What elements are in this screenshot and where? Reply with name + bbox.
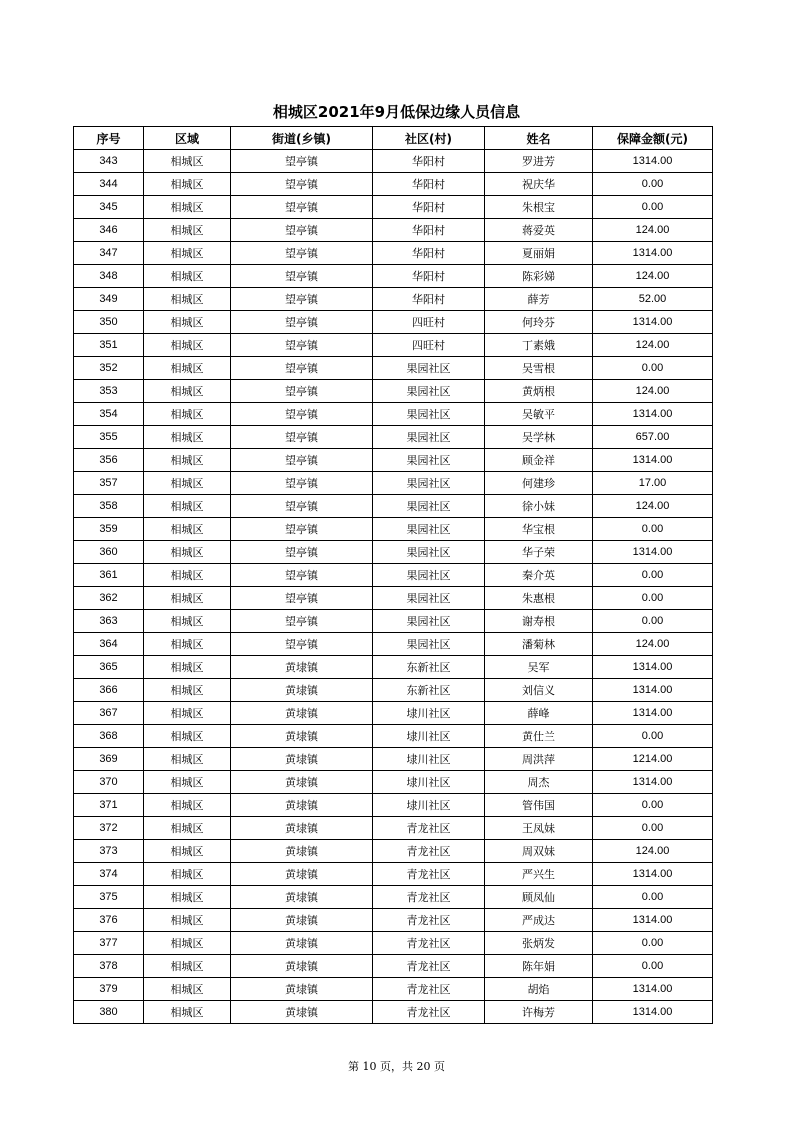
community-cell: 果园社区 (373, 587, 485, 610)
table-row (74, 449, 713, 472)
seq-cell: 359 (74, 518, 144, 541)
table-row (74, 265, 713, 288)
district-cell: 相城区 (144, 656, 231, 679)
street-cell: 望亭镇 (231, 426, 373, 449)
seq-cell: 365 (74, 656, 144, 679)
community-cell: 青龙社区 (373, 863, 485, 886)
table-row (74, 610, 713, 633)
street-cell: 黄埭镇 (231, 656, 373, 679)
street-cell: 望亭镇 (231, 633, 373, 656)
street-cell: 黄埭镇 (231, 702, 373, 725)
street-cell: 望亭镇 (231, 334, 373, 357)
seq-cell: 366 (74, 679, 144, 702)
district-cell: 相城区 (144, 426, 231, 449)
street-cell: 望亭镇 (231, 587, 373, 610)
table-row (74, 932, 713, 955)
name-cell: 周杰 (485, 771, 593, 794)
street-cell: 望亭镇 (231, 173, 373, 196)
seq-cell: 370 (74, 771, 144, 794)
community-cell: 华阳村 (373, 219, 485, 242)
name-cell: 王凤妹 (485, 817, 593, 840)
seq-cell: 364 (74, 633, 144, 656)
community-cell: 青龙社区 (373, 886, 485, 909)
table-row (74, 978, 713, 1001)
seq-cell: 375 (74, 886, 144, 909)
street-cell: 黄埭镇 (231, 840, 373, 863)
name-cell: 蒋爱英 (485, 219, 593, 242)
community-cell: 东新社区 (373, 656, 485, 679)
table-row (74, 840, 713, 863)
table-row (74, 288, 713, 311)
community-cell: 埭川社区 (373, 748, 485, 771)
community-cell: 果园社区 (373, 380, 485, 403)
column-header-name: 姓名 (485, 127, 593, 150)
seq-cell: 355 (74, 426, 144, 449)
seq-cell: 344 (74, 173, 144, 196)
community-cell: 华阳村 (373, 242, 485, 265)
table-row (74, 426, 713, 449)
district-cell: 相城区 (144, 610, 231, 633)
street-cell: 黄埭镇 (231, 725, 373, 748)
table-row (74, 242, 713, 265)
name-cell: 朱根宝 (485, 196, 593, 219)
table-row (74, 679, 713, 702)
seq-cell: 353 (74, 380, 144, 403)
district-cell: 相城区 (144, 771, 231, 794)
amount-cell: 1314.00 (593, 1001, 713, 1024)
table-row (74, 863, 713, 886)
community-cell: 果园社区 (373, 472, 485, 495)
name-cell: 秦介英 (485, 564, 593, 587)
table-row (74, 587, 713, 610)
street-cell: 望亭镇 (231, 311, 373, 334)
data-table (73, 126, 713, 1024)
street-cell: 望亭镇 (231, 242, 373, 265)
street-cell: 望亭镇 (231, 288, 373, 311)
name-cell: 华子荣 (485, 541, 593, 564)
community-cell: 青龙社区 (373, 1001, 485, 1024)
district-cell: 相城区 (144, 357, 231, 380)
district-cell: 相城区 (144, 840, 231, 863)
community-cell: 果园社区 (373, 564, 485, 587)
street-cell: 黄埭镇 (231, 794, 373, 817)
amount-cell: 52.00 (593, 288, 713, 311)
amount-cell: 124.00 (593, 265, 713, 288)
amount-cell: 124.00 (593, 840, 713, 863)
name-cell: 夏丽娟 (485, 242, 593, 265)
community-cell: 果园社区 (373, 357, 485, 380)
seq-cell: 350 (74, 311, 144, 334)
district-cell: 相城区 (144, 403, 231, 426)
seq-cell: 372 (74, 817, 144, 840)
name-cell: 薛峰 (485, 702, 593, 725)
amount-cell: 124.00 (593, 334, 713, 357)
table-row (74, 725, 713, 748)
district-cell: 相城区 (144, 587, 231, 610)
community-cell: 果园社区 (373, 633, 485, 656)
district-cell: 相城区 (144, 633, 231, 656)
seq-cell: 362 (74, 587, 144, 610)
street-cell: 望亭镇 (231, 380, 373, 403)
name-cell: 黄炳根 (485, 380, 593, 403)
seq-cell: 377 (74, 932, 144, 955)
community-cell: 埭川社区 (373, 771, 485, 794)
street-cell: 望亭镇 (231, 449, 373, 472)
name-cell: 吴敏平 (485, 403, 593, 426)
district-cell: 相城区 (144, 219, 231, 242)
seq-cell: 347 (74, 242, 144, 265)
district-cell: 相城区 (144, 150, 231, 173)
table-row (74, 403, 713, 426)
community-cell: 青龙社区 (373, 817, 485, 840)
name-cell: 严兴生 (485, 863, 593, 886)
district-cell: 相城区 (144, 863, 231, 886)
page-footer: 第 10 页，共 20 页 (348, 1060, 445, 1073)
community-cell: 埭川社区 (373, 794, 485, 817)
name-cell: 顾金祥 (485, 449, 593, 472)
name-cell: 胡焰 (485, 978, 593, 1001)
district-cell: 相城区 (144, 334, 231, 357)
seq-cell: 357 (74, 472, 144, 495)
seq-cell: 363 (74, 610, 144, 633)
table-header-row (74, 127, 713, 150)
district-cell: 相城区 (144, 311, 231, 334)
table-row (74, 564, 713, 587)
name-cell: 刘信义 (485, 679, 593, 702)
name-cell: 吴雪根 (485, 357, 593, 380)
community-cell: 华阳村 (373, 196, 485, 219)
amount-cell: 1314.00 (593, 679, 713, 702)
amount-cell: 1314.00 (593, 978, 713, 1001)
table-row (74, 656, 713, 679)
amount-cell: 1314.00 (593, 863, 713, 886)
seq-cell: 380 (74, 1001, 144, 1024)
community-cell: 果园社区 (373, 403, 485, 426)
amount-cell: 124.00 (593, 495, 713, 518)
name-cell: 陈年娟 (485, 955, 593, 978)
amount-cell: 0.00 (593, 587, 713, 610)
street-cell: 黄埭镇 (231, 932, 373, 955)
seq-cell: 358 (74, 495, 144, 518)
name-cell: 丁素娥 (485, 334, 593, 357)
name-cell: 谢寿根 (485, 610, 593, 633)
street-cell: 黄埭镇 (231, 909, 373, 932)
amount-cell: 0.00 (593, 564, 713, 587)
district-cell: 相城区 (144, 265, 231, 288)
table-row (74, 196, 713, 219)
amount-cell: 1314.00 (593, 403, 713, 426)
table-row (74, 495, 713, 518)
community-cell: 果园社区 (373, 518, 485, 541)
table-row (74, 633, 713, 656)
community-cell: 青龙社区 (373, 932, 485, 955)
table-row (74, 794, 713, 817)
amount-cell: 0.00 (593, 610, 713, 633)
amount-cell: 0.00 (593, 518, 713, 541)
amount-cell: 1314.00 (593, 541, 713, 564)
community-cell: 果园社区 (373, 426, 485, 449)
page-title: 相城区2021年9月低保边缘人员信息 (272, 103, 521, 121)
name-cell: 陈彩娣 (485, 265, 593, 288)
amount-cell: 1314.00 (593, 242, 713, 265)
street-cell: 望亭镇 (231, 472, 373, 495)
table-row (74, 771, 713, 794)
street-cell: 黄埭镇 (231, 863, 373, 886)
street-cell: 望亭镇 (231, 610, 373, 633)
amount-cell: 1214.00 (593, 748, 713, 771)
amount-cell: 1314.00 (593, 311, 713, 334)
district-cell: 相城区 (144, 1001, 231, 1024)
seq-cell: 351 (74, 334, 144, 357)
name-cell: 朱惠根 (485, 587, 593, 610)
table-row (74, 380, 713, 403)
community-cell: 华阳村 (373, 265, 485, 288)
seq-cell: 371 (74, 794, 144, 817)
district-cell: 相城区 (144, 518, 231, 541)
seq-cell: 367 (74, 702, 144, 725)
name-cell: 罗进芳 (485, 150, 593, 173)
amount-cell: 1314.00 (593, 449, 713, 472)
table-row (74, 219, 713, 242)
seq-cell: 356 (74, 449, 144, 472)
seq-cell: 343 (74, 150, 144, 173)
name-cell: 何建珍 (485, 472, 593, 495)
street-cell: 望亭镇 (231, 357, 373, 380)
name-cell: 潘菊林 (485, 633, 593, 656)
district-cell: 相城区 (144, 564, 231, 587)
amount-cell: 1314.00 (593, 656, 713, 679)
street-cell: 黄埭镇 (231, 817, 373, 840)
amount-cell: 17.00 (593, 472, 713, 495)
street-cell: 黄埭镇 (231, 886, 373, 909)
table-body (74, 150, 713, 1024)
seq-cell: 361 (74, 564, 144, 587)
district-cell: 相城区 (144, 725, 231, 748)
column-header-district: 区域 (144, 127, 231, 150)
table-row (74, 1001, 713, 1024)
district-cell: 相城区 (144, 173, 231, 196)
community-cell: 华阳村 (373, 173, 485, 196)
amount-cell: 0.00 (593, 794, 713, 817)
name-cell: 薛芳 (485, 288, 593, 311)
community-cell: 果园社区 (373, 495, 485, 518)
table-row (74, 541, 713, 564)
street-cell: 望亭镇 (231, 518, 373, 541)
community-cell: 果园社区 (373, 610, 485, 633)
district-cell: 相城区 (144, 472, 231, 495)
name-cell: 徐小妹 (485, 495, 593, 518)
district-cell: 相城区 (144, 242, 231, 265)
street-cell: 望亭镇 (231, 564, 373, 587)
seq-cell: 376 (74, 909, 144, 932)
district-cell: 相城区 (144, 909, 231, 932)
district-cell: 相城区 (144, 794, 231, 817)
name-cell: 何玲芬 (485, 311, 593, 334)
seq-cell: 368 (74, 725, 144, 748)
name-cell: 祝庆华 (485, 173, 593, 196)
community-cell: 埭川社区 (373, 702, 485, 725)
table-row (74, 817, 713, 840)
street-cell: 望亭镇 (231, 219, 373, 242)
community-cell: 四旺村 (373, 334, 485, 357)
amount-cell: 124.00 (593, 633, 713, 656)
amount-cell: 657.00 (593, 426, 713, 449)
column-header-community: 社区(村) (373, 127, 485, 150)
district-cell: 相城区 (144, 288, 231, 311)
table-row (74, 334, 713, 357)
amount-cell: 1314.00 (593, 702, 713, 725)
seq-cell: 360 (74, 541, 144, 564)
seq-cell: 345 (74, 196, 144, 219)
column-header-seq: 序号 (74, 127, 144, 150)
table-row (74, 518, 713, 541)
name-cell: 吴军 (485, 656, 593, 679)
seq-cell: 369 (74, 748, 144, 771)
street-cell: 黄埭镇 (231, 1001, 373, 1024)
amount-cell: 0.00 (593, 932, 713, 955)
street-cell: 望亭镇 (231, 150, 373, 173)
street-cell: 望亭镇 (231, 495, 373, 518)
district-cell: 相城区 (144, 449, 231, 472)
amount-cell: 124.00 (593, 380, 713, 403)
table-row (74, 909, 713, 932)
seq-cell: 373 (74, 840, 144, 863)
name-cell: 顾凤仙 (485, 886, 593, 909)
community-cell: 四旺村 (373, 311, 485, 334)
street-cell: 望亭镇 (231, 265, 373, 288)
street-cell: 黄埭镇 (231, 955, 373, 978)
district-cell: 相城区 (144, 748, 231, 771)
seq-cell: 348 (74, 265, 144, 288)
community-cell: 青龙社区 (373, 978, 485, 1001)
name-cell: 吴学林 (485, 426, 593, 449)
community-cell: 青龙社区 (373, 909, 485, 932)
table-row (74, 472, 713, 495)
name-cell: 华宝根 (485, 518, 593, 541)
district-cell: 相城区 (144, 702, 231, 725)
district-cell: 相城区 (144, 380, 231, 403)
name-cell: 张炳发 (485, 932, 593, 955)
district-cell: 相城区 (144, 541, 231, 564)
street-cell: 望亭镇 (231, 196, 373, 219)
seq-cell: 374 (74, 863, 144, 886)
community-cell: 青龙社区 (373, 840, 485, 863)
district-cell: 相城区 (144, 886, 231, 909)
amount-cell: 0.00 (593, 357, 713, 380)
community-cell: 东新社区 (373, 679, 485, 702)
table-row (74, 702, 713, 725)
table-row (74, 357, 713, 380)
table-row (74, 748, 713, 771)
street-cell: 望亭镇 (231, 403, 373, 426)
amount-cell: 1314.00 (593, 771, 713, 794)
seq-cell: 354 (74, 403, 144, 426)
amount-cell: 0.00 (593, 196, 713, 219)
amount-cell: 0.00 (593, 955, 713, 978)
district-cell: 相城区 (144, 955, 231, 978)
seq-cell: 352 (74, 357, 144, 380)
street-cell: 黄埭镇 (231, 679, 373, 702)
amount-cell: 1314.00 (593, 150, 713, 173)
name-cell: 管伟国 (485, 794, 593, 817)
district-cell: 相城区 (144, 495, 231, 518)
street-cell: 望亭镇 (231, 541, 373, 564)
district-cell: 相城区 (144, 196, 231, 219)
table-row (74, 150, 713, 173)
district-cell: 相城区 (144, 978, 231, 1001)
district-cell: 相城区 (144, 679, 231, 702)
community-cell: 埭川社区 (373, 725, 485, 748)
name-cell: 周双妹 (485, 840, 593, 863)
column-header-street: 街道(乡镇) (231, 127, 373, 150)
table-row (74, 311, 713, 334)
seq-cell: 378 (74, 955, 144, 978)
amount-cell: 0.00 (593, 817, 713, 840)
amount-cell: 0.00 (593, 886, 713, 909)
community-cell: 青龙社区 (373, 955, 485, 978)
name-cell: 黄仕兰 (485, 725, 593, 748)
column-header-amount: 保障金额(元) (593, 127, 713, 150)
district-cell: 相城区 (144, 932, 231, 955)
amount-cell: 0.00 (593, 173, 713, 196)
seq-cell: 346 (74, 219, 144, 242)
community-cell: 果园社区 (373, 449, 485, 472)
table-row (74, 173, 713, 196)
street-cell: 黄埭镇 (231, 771, 373, 794)
amount-cell: 124.00 (593, 219, 713, 242)
seq-cell: 379 (74, 978, 144, 1001)
street-cell: 黄埭镇 (231, 748, 373, 771)
community-cell: 华阳村 (373, 288, 485, 311)
community-cell: 果园社区 (373, 541, 485, 564)
name-cell: 严成达 (485, 909, 593, 932)
street-cell: 黄埭镇 (231, 978, 373, 1001)
amount-cell: 1314.00 (593, 909, 713, 932)
table-row (74, 955, 713, 978)
table-row (74, 886, 713, 909)
name-cell: 周洪萍 (485, 748, 593, 771)
seq-cell: 349 (74, 288, 144, 311)
amount-cell: 0.00 (593, 725, 713, 748)
community-cell: 华阳村 (373, 150, 485, 173)
name-cell: 许梅芳 (485, 1001, 593, 1024)
district-cell: 相城区 (144, 817, 231, 840)
